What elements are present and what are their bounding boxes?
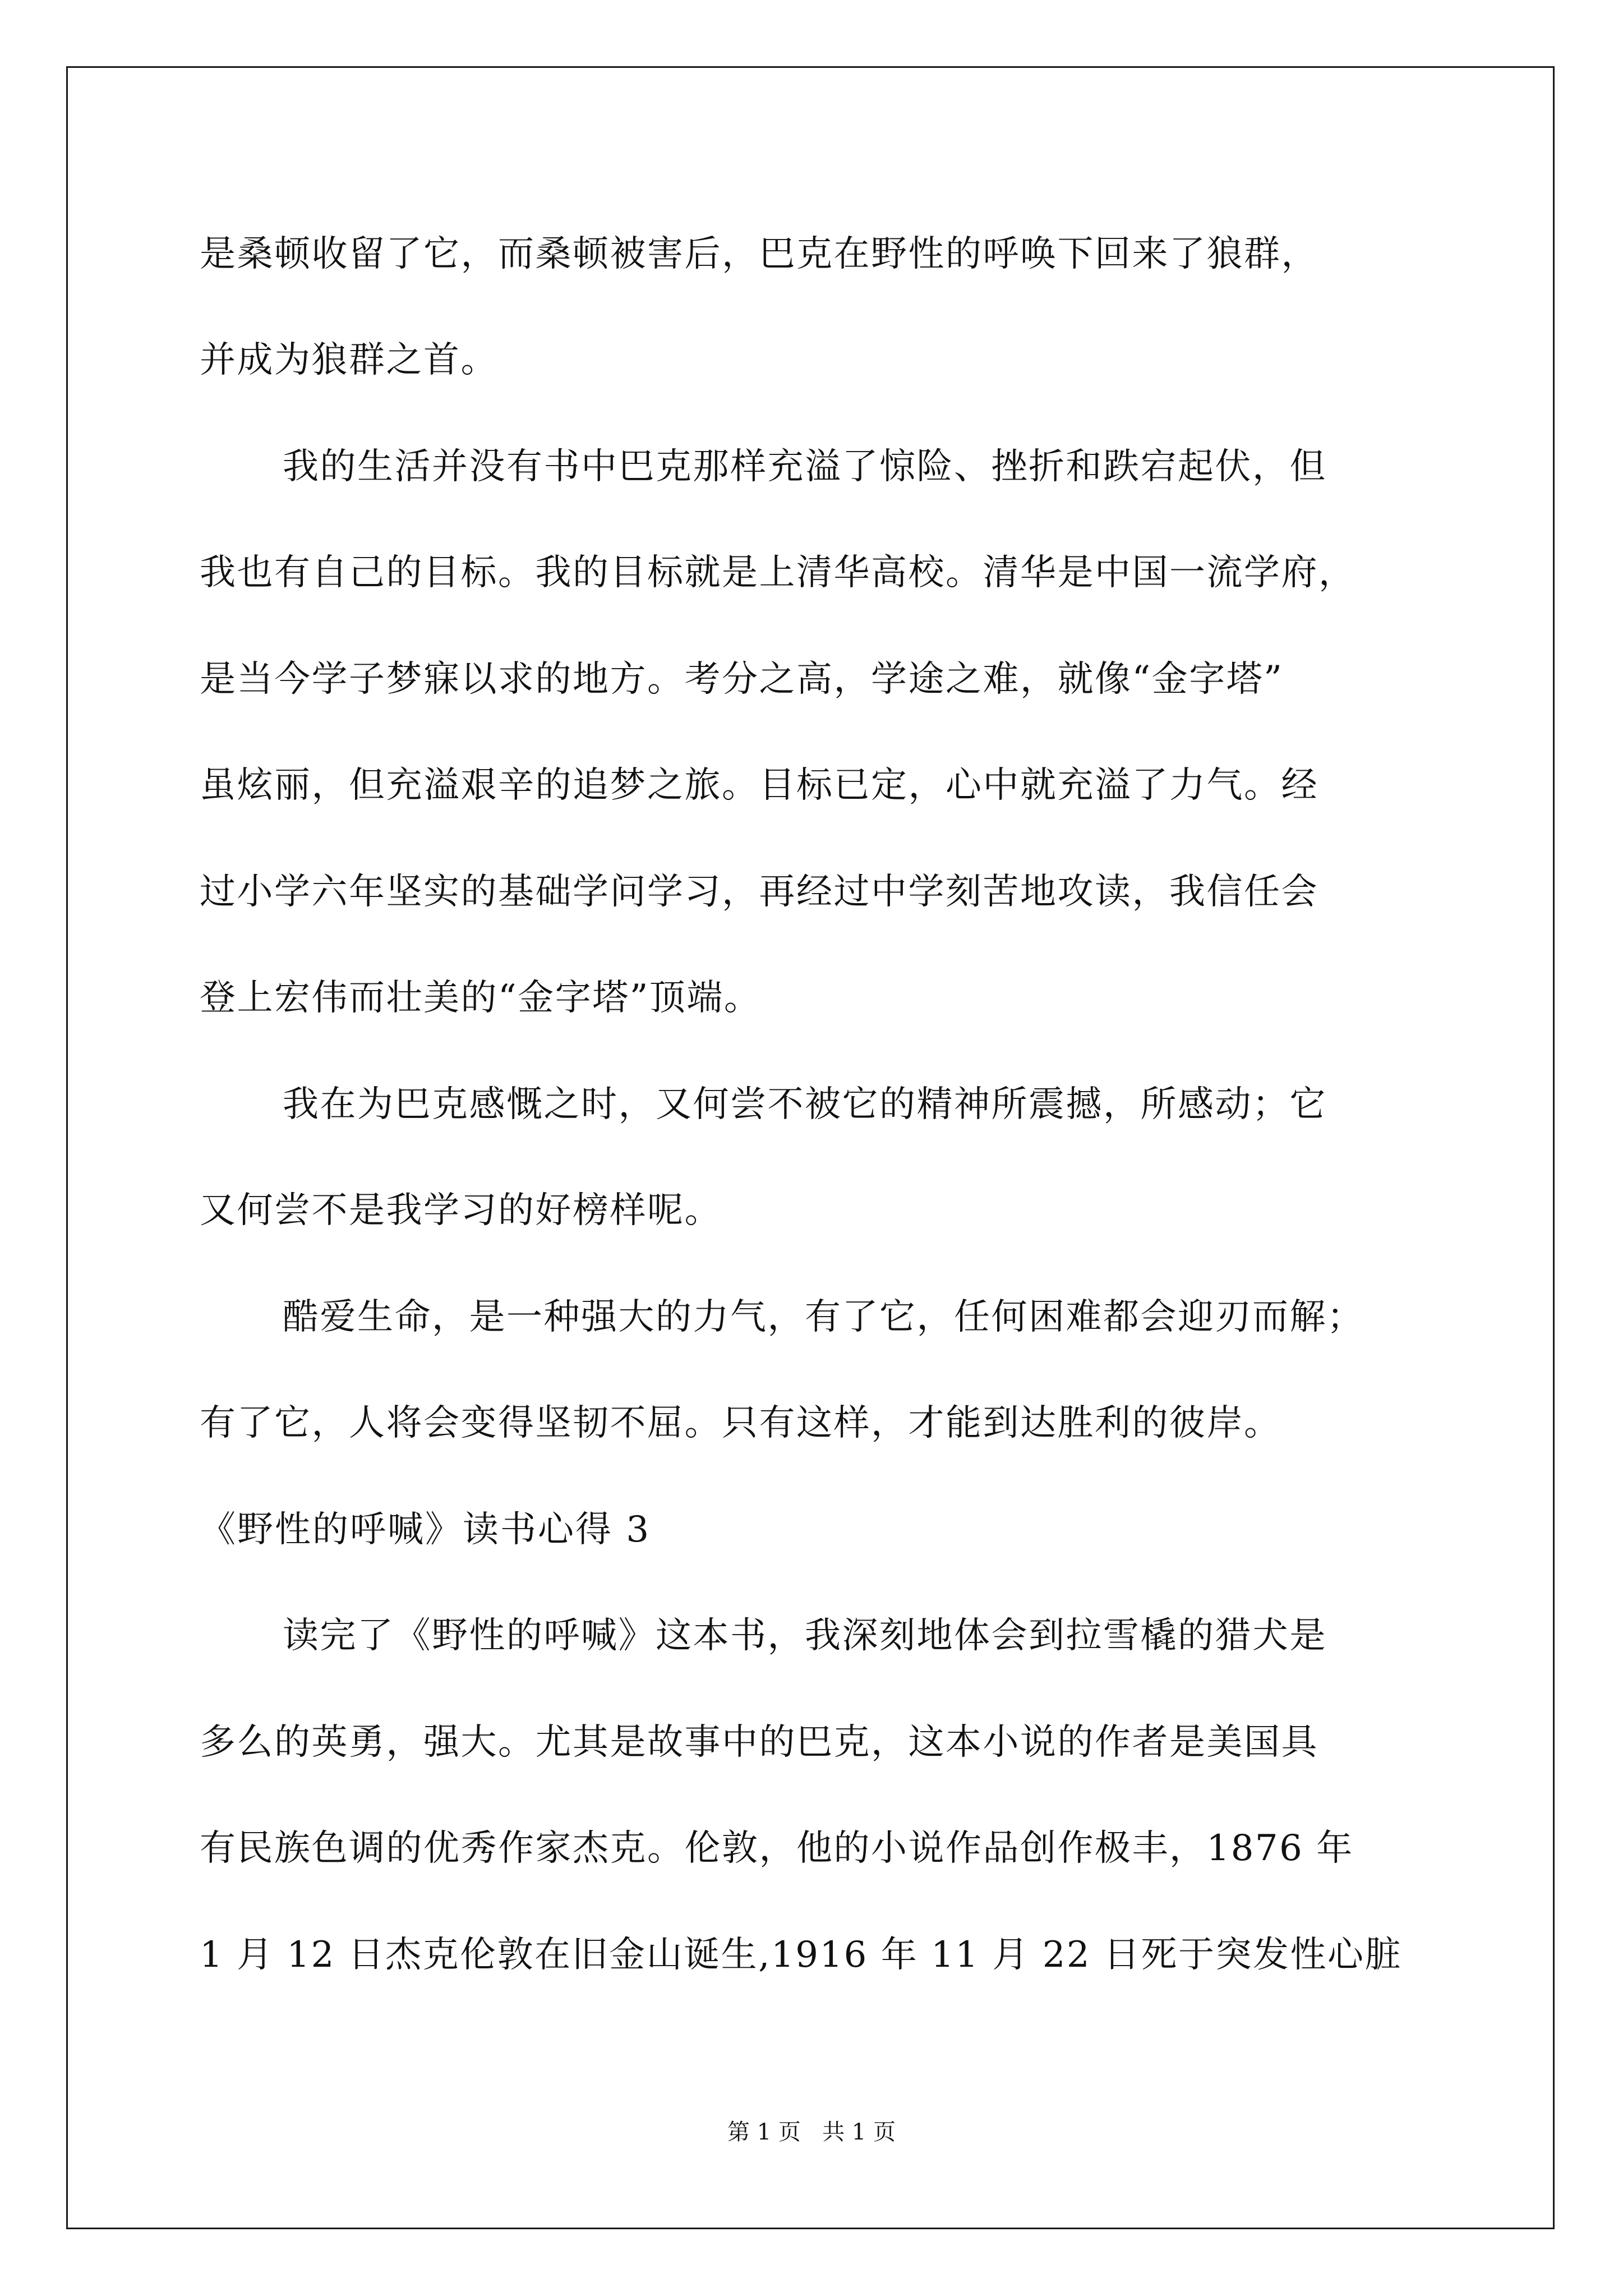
- text-line-2: 并成为狼群之首。: [200, 339, 498, 381]
- text-line-4: 我也有自己的目标。我的目标就是上清华高校。清华是中国一流学府，: [200, 552, 1356, 593]
- text-line-14: 读完了《野性的呼喊》这本书，我深刻地体会到拉雪橇的猎犬是: [283, 1615, 1327, 1657]
- text-line-15: 多么的英勇，强大。尤其是故事中的巴克，这本小说的作者是美国具: [200, 1722, 1318, 1763]
- section-heading: 《野性的呼喊》读书心得 3: [200, 1509, 651, 1550]
- text-line-5: 是当今学子梦寐以求的地方。考分之高，学途之难，就像“金字塔”: [200, 659, 1284, 700]
- text-line-1: 是桑顿收留了它，而桑顿被害后，巴克在野性的呼唤下回来了狼群，: [200, 233, 1318, 275]
- page-number-footer: 第 1 页 共 1 页: [727, 2119, 896, 2145]
- text-line-16: 有民族色调的优秀作家杰克。伦敦，他的小说作品创作极丰，1876 年: [200, 1828, 1354, 1869]
- text-line-9: 我在为巴克感慨之时，又何尝不被它的精神所震撼，所感动；它: [283, 1084, 1327, 1125]
- text-line-7: 过小学六年坚实的基础学问学习，再经过中学刻苦地攻读，我信任会: [200, 871, 1318, 913]
- page-border: [66, 66, 1555, 2229]
- text-line-10: 又何尝不是我学习的好榜样呢。: [200, 1190, 722, 1231]
- text-line-17: 1 月 12 日杰克伦敦在旧金山诞生,1916 年 11 月 22 日死于突发性心脏: [200, 1934, 1402, 1976]
- text-line-6: 虽炫丽，但充溢艰辛的追梦之旅。目标已定，心中就充溢了力气。经: [200, 765, 1318, 806]
- text-line-11: 酷爱生命，是一种强大的力气，有了它，任何困难都会迎刃而解；: [283, 1296, 1364, 1338]
- text-line-3: 我的生活并没有书中巴克那样充溢了惊险、挫折和跌宕起伏，但: [283, 446, 1327, 487]
- text-line-8: 登上宏伟而壮美的“金字塔”顶端。: [200, 977, 762, 1019]
- text-line-12: 有了它，人将会变得坚韧不屈。只有这样，才能到达胜利的彼岸。: [200, 1402, 1281, 1444]
